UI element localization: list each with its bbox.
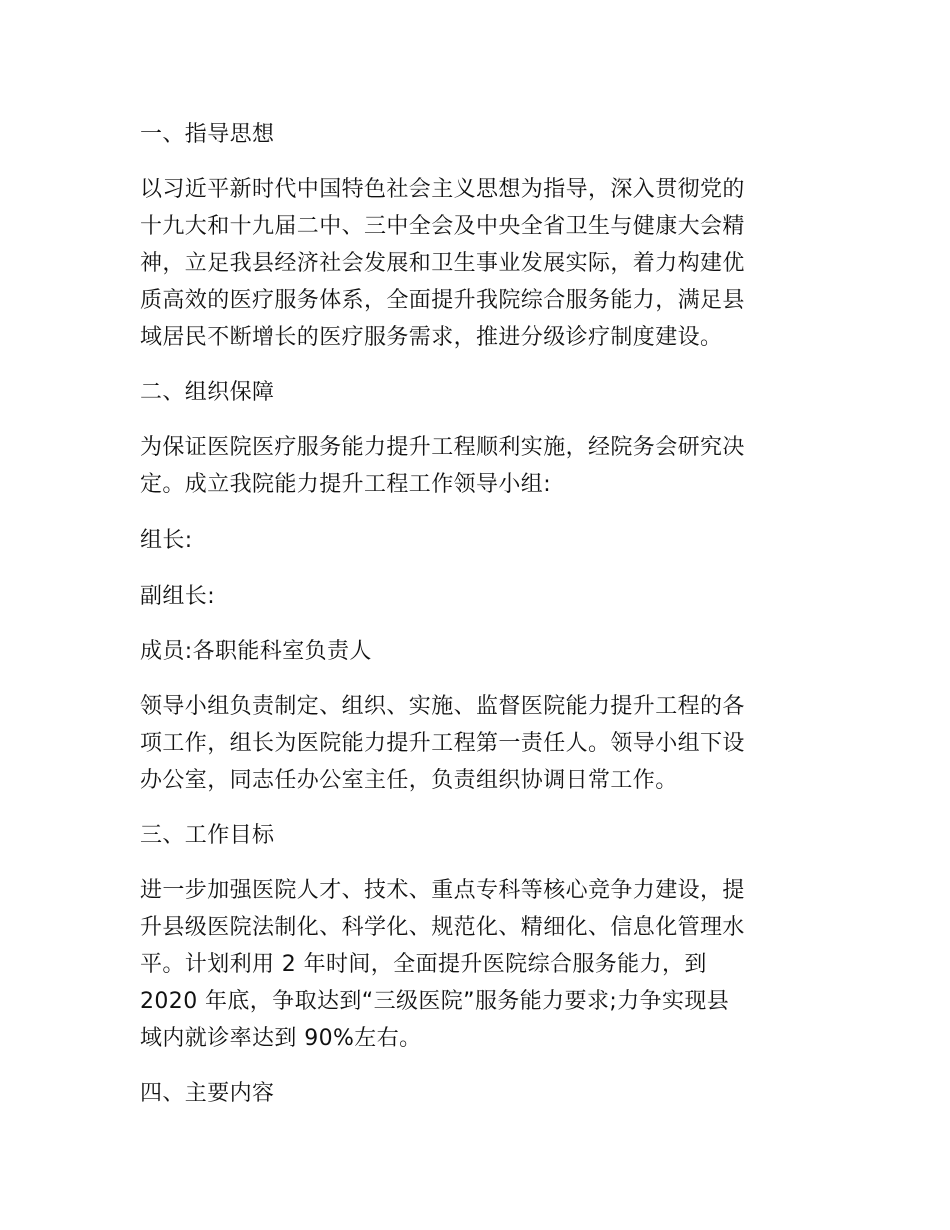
paragraph-line: 进一步加强医院人才、技术、重点专科等核心竞争力建设，提 [140, 878, 745, 903]
members-line: 成员:各职能科室负责人 [140, 639, 372, 664]
paragraph-line: 项工作，组长为医院能力提升工程第一责任人。领导小组下设 [140, 731, 745, 756]
paragraph-line: 神，立足我县经济社会发展和卫生事业发展实际，着力构建优 [140, 251, 745, 276]
leader-line: 组长: [140, 528, 193, 553]
paragraph-line: 十九大和十九届二中、三中全会及中央全省卫生与健康大会精 [140, 214, 745, 239]
section-heading-work-goals: 三、工作目标 [140, 823, 275, 848]
paragraph-line: 质高效的医疗服务体系，全面提升我院综合服务能力，满足县 [140, 288, 745, 313]
section-heading-main-content: 四、主要内容 [140, 1081, 275, 1106]
section-heading-organization: 二、组织保障 [140, 380, 275, 405]
deputy-leader-line: 副组长: [140, 584, 216, 609]
paragraph-line: 域居民不断增长的医疗服务需求，推进分级诊疗制度建设。 [140, 325, 723, 350]
paragraph-line: 2020 年底，争取达到“三级医院”服务能力要求;力争实现县 [140, 989, 730, 1014]
paragraph-line: 领导小组负责制定、组织、实施、监督医院能力提升工程的各 [140, 694, 745, 719]
paragraph-line: 域内就诊率达到 90%左右。 [140, 1026, 422, 1051]
section-heading-guiding-ideology: 一、指导思想 [140, 122, 275, 147]
paragraph-line: 办公室，同志任办公室主任，负责组织协调日常工作。 [140, 768, 678, 793]
paragraph-line: 以习近平新时代中国特色社会主义思想为指导，深入贯彻党的 [140, 177, 745, 202]
paragraph-line: 升县级医院法制化、科学化、规范化、精细化、信息化管理水 [140, 915, 745, 940]
paragraph-line: 为保证医院医疗服务能力提升工程顺利实施，经院务会研究决 [140, 435, 745, 460]
paragraph-line: 平。计划利用 2 年时间，全面提升医院综合服务能力，到 [140, 952, 707, 977]
paragraph-line: 定。成立我院能力提升工程工作领导小组: [140, 472, 552, 497]
